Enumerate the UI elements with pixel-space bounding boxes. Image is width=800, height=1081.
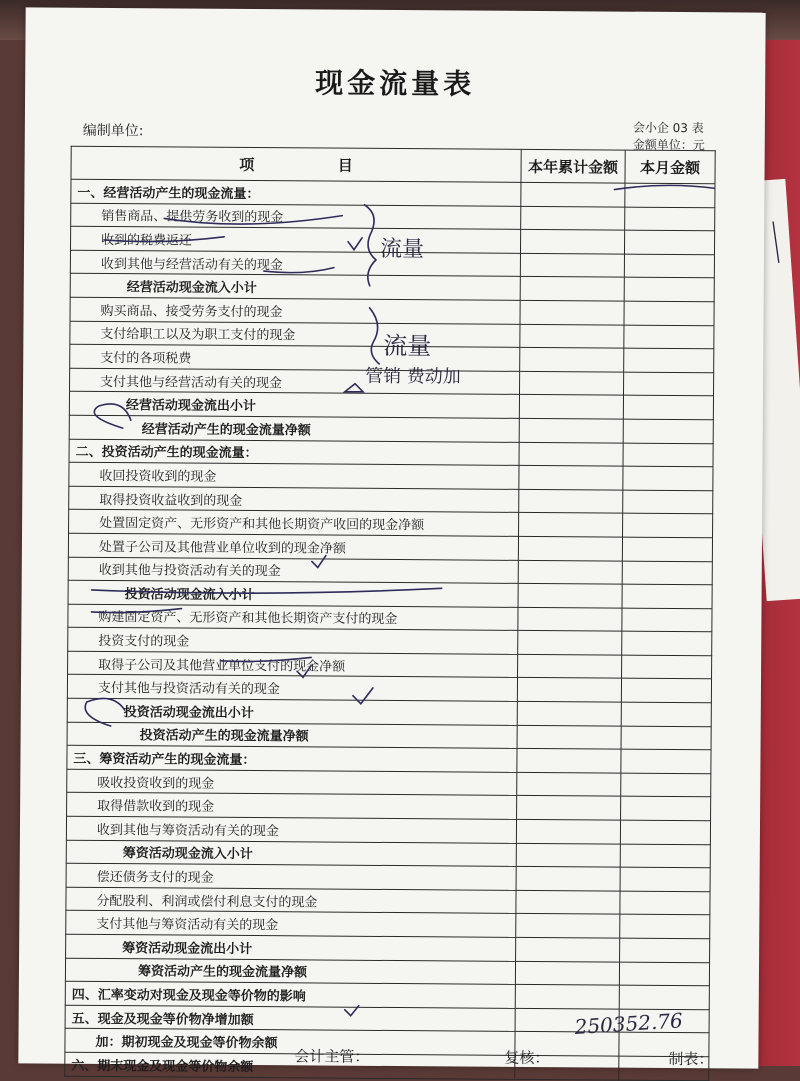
year-amount-cell [518,654,622,678]
month-amount-cell [623,395,713,419]
row-label: 取得借款收到的现金 [67,793,517,820]
row-label: 筹资活动现金流入小计 [66,840,516,867]
month-amount-cell [621,797,711,821]
row-label: 偿还债务支付的现金 [66,863,516,890]
row-label: 支付其他与筹资活动有关的现金 [66,911,516,938]
handwritten-note-inflow: 流量 [379,236,425,263]
accountant-signature-label: 会计主管： [294,1047,370,1066]
year-amount-cell [519,466,623,490]
month-amount-cell [624,230,714,254]
month-column-header: 本月金额 [625,150,715,184]
year-amount-cell [516,819,620,843]
month-amount-cell [623,490,713,514]
month-amount-cell [621,749,711,773]
month-amount-cell [622,537,712,561]
month-amount-cell [622,655,712,679]
month-amount-cell [622,608,712,632]
row-label: 收到其他与筹资活动有关的现金 [66,816,516,843]
year-amount-cell [520,300,624,324]
row-label: 支付其他与经营活动有关的现金 [70,368,520,395]
month-amount-cell [620,867,710,891]
month-amount-cell [621,679,711,703]
year-column-header: 本年累计金额 [521,149,625,183]
row-label: 分配股利、利润或偿付利息支付的现金 [66,887,516,914]
row-label: 一、经营活动产生的现金流量： [71,179,521,206]
year-amount-cell [518,536,622,560]
row-label: 购建固定资产、无形资产和其他长期资产支付的现金 [68,604,518,631]
year-amount-cell [519,395,623,419]
form-code: 会小企 03 表 [632,120,704,136]
row-label: 四、汇率变动对现金及现金等价物的影响 [65,981,515,1008]
month-amount-cell [624,254,714,278]
year-amount-cell [520,230,624,254]
year-amount-cell [517,725,621,749]
row-label: 支付给职工以及为职工支付的现金 [70,321,520,348]
month-amount-cell [623,443,713,467]
page-title: 现金流量表 [315,66,476,101]
row-label: 收到其他与经营活动有关的现金 [70,250,520,277]
table-header-row [71,146,715,183]
reviewer-signature-label: 复核： [504,1048,550,1068]
row-label: 筹资活动现金流出小计 [66,934,516,961]
row-label: 五、现金及现金等价物净增加额 [65,1005,515,1032]
year-amount-cell [520,348,624,372]
month-amount-cell [619,985,709,1009]
year-amount-cell [517,796,621,820]
row-label: 投资活动现金流出小计 [67,698,517,725]
preparer-signature-label: 制表： [668,1049,714,1069]
item-column-header [71,146,521,182]
side-scrawl: ⸺ [759,218,795,266]
row-label: 投资活动现金流入小计 [68,580,518,607]
row-label: 支付其他与投资活动有关的现金 [67,675,517,702]
year-amount-cell [520,371,624,395]
month-amount-cell [624,277,714,301]
row-label: 收回投资收到的现金 [69,462,519,489]
year-amount-cell [517,701,621,725]
row-label: 销售商品、提供劳务收到的现金 [71,203,521,230]
row-label: 二、投资活动产生的现金流量： [69,439,519,466]
row-label: 六、期末现金及现金等价物余额 [65,1052,515,1079]
year-amount-cell [515,985,619,1009]
month-amount-cell [621,773,711,797]
year-amount-cell [518,583,622,607]
month-amount-cell [624,325,714,349]
year-amount-cell [517,772,621,796]
row-label: 收到其他与投资活动有关的现金 [68,557,518,584]
month-amount-cell [621,726,711,750]
month-amount-cell [620,844,710,868]
row-label: 经营活动现金流出小计 [69,392,519,419]
year-amount-cell [517,678,621,702]
cash-flow-statement-sheet [18,7,765,1075]
row-label: 处置子公司及其他营业单位收到的现金净额 [68,533,518,560]
month-amount-cell [625,207,715,231]
month-amount-cell [622,561,712,585]
year-amount-cell [518,560,622,584]
row-label: 吸收投资收到的现金 [67,769,517,796]
month-amount-cell [620,820,710,844]
handwritten-note-extra: 管销 费动加 [365,365,461,388]
row-label: 经营活动现金流入小计 [70,274,520,301]
month-amount-cell [620,915,710,939]
year-amount-cell [520,253,624,277]
year-amount-cell [516,843,620,867]
year-amount-cell [515,961,619,985]
month-amount-cell [625,183,715,207]
row-label: 经营活动产生的现金流量净额 [69,415,519,442]
month-amount-cell [624,348,714,372]
year-amount-cell [520,324,624,348]
month-amount-cell [621,702,711,726]
year-amount-cell [518,607,622,631]
month-amount-cell [624,301,714,325]
row-label: 三、筹资活动产生的现金流量： [67,745,517,772]
year-amount-cell [519,513,623,537]
row-label: 加：期初现金及现金等价物余额 [65,1029,515,1056]
year-amount-cell [516,867,620,891]
opening-balance-handwritten: 250352.76 [573,1008,684,1040]
row-label: 投资活动产生的现金流量净额 [67,722,517,749]
compiling-unit-label: 编制单位: [82,122,144,140]
month-amount-cell [622,631,712,655]
month-amount-cell [619,962,709,986]
row-label: 处置固定资产、无形资产和其他长期资产收回的现金净额 [69,510,519,537]
month-amount-cell [623,466,713,490]
item-header-left: 项 [239,155,255,174]
year-amount-cell [519,442,623,466]
month-amount-cell [622,584,712,608]
cash-flow-table [64,146,715,1081]
table-row [65,1052,709,1080]
row-label: 收到的税费返还 [71,226,521,253]
year-amount-cell [520,277,624,301]
row-label: 支付的各项税费 [70,344,520,371]
month-amount-cell [620,891,710,915]
month-amount-cell [624,372,714,396]
row-label: 筹资活动产生的现金流量净额 [65,958,515,985]
year-amount-cell [516,890,620,914]
row-label: 投资支付的现金 [68,628,518,655]
year-amount-cell [518,631,622,655]
row-label: 取得投资收益收到的现金 [69,486,519,513]
year-amount-cell [516,937,620,961]
year-amount-cell [517,749,621,773]
year-amount-cell [519,489,623,513]
year-amount-cell [521,206,625,230]
handwritten-note-outflow: 流量 [383,331,432,361]
row-label: 取得子公司及其他营业单位支付的现金净额 [68,651,518,678]
row-label: 购买商品、接受劳务支付的现金 [70,297,520,324]
month-amount-cell [623,513,713,537]
item-header-right: 目 [337,156,353,175]
year-amount-cell [519,418,623,442]
year-amount-cell [516,914,620,938]
month-amount-cell [620,938,710,962]
month-amount-cell [623,419,713,443]
year-amount-cell [521,182,625,206]
currency-unit: 金额单位：元 [632,137,705,153]
